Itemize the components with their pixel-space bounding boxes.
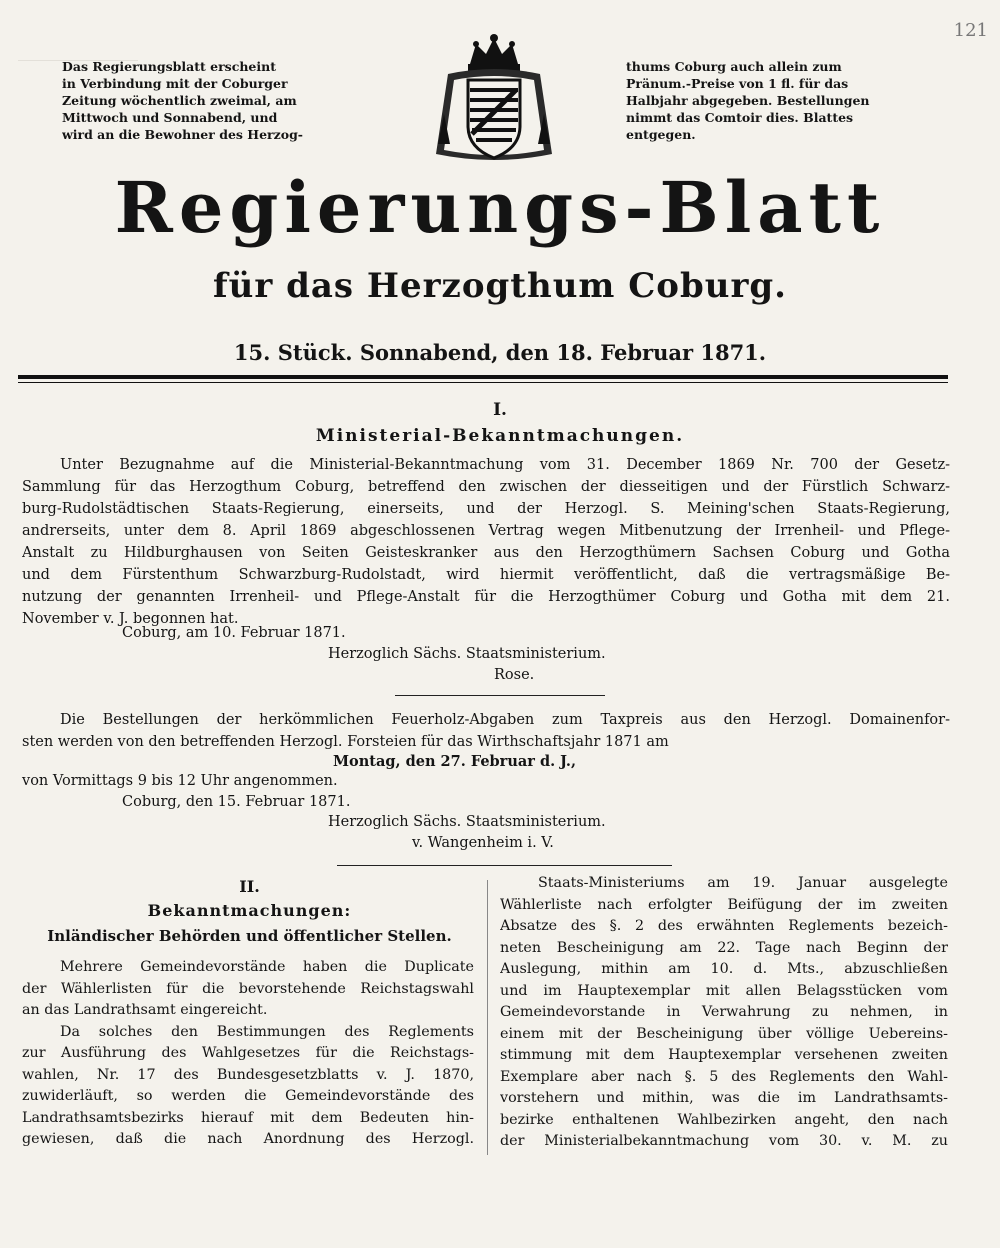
page-number: 121: [953, 20, 988, 41]
signature: v. Wangenheim i. V.: [412, 835, 554, 851]
text-line: Landrathsamtsbezirks hierauf mit dem Bedeuten hin-: [22, 1109, 474, 1126]
note-line: nimmt das Comtoir dies. Blattes: [626, 110, 854, 125]
section-heading: Bekanntmachungen:: [147, 901, 352, 920]
masthead-rule: [18, 375, 948, 379]
masthead-right-note: [626, 58, 894, 143]
text-line: stimmung mit dem Hauptexemplar versehenen zweiten: [500, 1047, 948, 1063]
note-line: Das Regierungsblatt erscheint: [62, 59, 276, 74]
text-line: Anstalt zu Hildburghausen von Seiten Geisteskranker aus den Herzogthümern Sachsen Coburg und Gotha: [22, 545, 950, 561]
text-line: und im Hauptexemplar mit allen Belagsstücken vom: [500, 982, 948, 999]
text-line: Exemplare aber nach §. 5 des Reglements den Wahl-: [500, 1068, 948, 1085]
text-line: der Ministerialbekanntmachung vom 30. v. M. zu: [500, 1133, 948, 1149]
newspaper-title: Regierungs-Blatt: [114, 166, 886, 249]
text-line: zuwiderläuft, so werden die Gemeindevorstände des: [22, 1088, 474, 1104]
text-line: vorstehern und mithin, was die im Landrathsamts-: [500, 1090, 948, 1106]
date-line: Montag, den 27. Februar d. J.,: [333, 753, 577, 770]
section-number: I.: [493, 400, 507, 420]
note-line: wird an die Bewohner des Herzog-: [62, 127, 303, 142]
text-line: burg-Rudolstädtischen Staats-Regierung, einerseits, und der Herzogl. S. Meining'schen Staats-Regierung,: [22, 501, 950, 517]
text-line: Sammlung für das Herzogthum Coburg, betreffend den zwischen der diesseitigen und der Fürstlich Schwarz-: [22, 479, 950, 495]
column-divider: [487, 880, 488, 1155]
note-line: thums Coburg auch allein zum: [626, 59, 842, 74]
section-divider: [337, 865, 672, 866]
text-line: und dem Fürstenthum Schwarzburg-Rudolstadt, wird hiermit veröffentlicht, daß die vertragsmäßige Be-: [22, 567, 950, 583]
note-line: in Verbindung mit der Coburger: [62, 76, 288, 91]
authority-line: Herzoglich Sächs. Staatsministerium.: [328, 646, 606, 662]
right-column: [500, 873, 948, 1153]
text-line: einem mit der Bescheinigung über völlige Uebereins-: [500, 1025, 948, 1042]
newspaper-subtitle: für das Herzogthum Coburg.: [212, 266, 788, 306]
note-line: Zeitung wöchentlich zweimal, am: [62, 93, 297, 108]
text-line: wahlen, Nr. 17 des Bundesgesetzblatts v. J. 1870,: [22, 1066, 474, 1083]
text-line: sten werden von den betreffenden Herzogl. Forsteien für das Wirthschaftsjahr 1871 am: [22, 734, 669, 750]
text-line: nutzung der genannten Irrenheil- und Pflege-Anstalt für die Herzogthümer Coburg und Gotha mit dem 21.: [22, 589, 950, 605]
issue-line: 15. Stück. Sonnabend, den 18. Februar 1871.: [233, 340, 767, 365]
text-line: bezirke enthaltenen Wahlbezirken angeht, den nach: [500, 1111, 948, 1128]
text-line: Die Bestellungen der herkömmlichen Feuerholz-Abgaben zum Taxpreis aus den Herzogl. Domainenfor-: [60, 712, 950, 728]
place-date: Coburg, am 10. Februar 1871.: [122, 625, 346, 641]
text-line: Wählerliste nach erfolgter Beifügung der im zweiten: [500, 896, 948, 913]
left-column: [22, 957, 474, 1151]
text-line: Mehrere Gemeindevorstände haben die Duplicate: [60, 959, 474, 975]
text-line: andrerseits, unter dem 8. April 1869 abgeschlossenen Vertrag wegen Mitbenutzung der Irrenheil- und Pflege-: [22, 523, 950, 539]
text-line: gewiesen, daß die nach Anordnung des Herzogl.: [22, 1131, 474, 1147]
text-line: Gemeindevorstande in Verwahrung zu nehmen, in: [500, 1004, 948, 1020]
text-line: zur Ausführung des Wahlgesetzes für die Reichstags-: [22, 1045, 474, 1061]
note-line: Halbjahr abgegeben. Bestellungen: [626, 93, 870, 108]
section-number: II.: [239, 877, 260, 896]
text-line: Absatze des §. 2 des erwähnten Reglements bezeich-: [500, 918, 948, 934]
authority-line: Herzoglich Sächs. Staatsministerium.: [328, 814, 606, 830]
note-line: Pränum.-Preise von 1 fl. für das: [626, 76, 849, 91]
text-line: Auslegung, mithin am 10. d. Mts., abzuschließen: [500, 961, 948, 977]
text-line: an das Landrathsamt eingereicht.: [22, 1002, 268, 1018]
time-line: von Vormittags 9 bis 12 Uhr angenommen.: [22, 773, 338, 789]
note-line: Mittwoch und Sonnabend, und: [62, 110, 278, 125]
notice-divider: [395, 695, 605, 696]
text-line: Da solches den Bestimmungen des Reglements: [60, 1023, 474, 1040]
place-date: Coburg, den 15. Februar 1871.: [122, 794, 351, 810]
masthead-rule-thin: [18, 382, 948, 383]
text-line: November v. J. begonnen hat.: [22, 611, 239, 627]
section-heading: Ministerial-Bekanntmachungen.: [315, 426, 685, 446]
masthead-left-note: [62, 58, 334, 143]
signature: Rose.: [494, 667, 535, 683]
text-line: neten Bescheinigung am 22. Tage nach Beginn der: [500, 939, 948, 956]
coat-of-arms-icon: [428, 34, 560, 170]
text-line: Staats-Ministeriums am 19. Januar ausgelegte: [538, 875, 948, 891]
text-line: Unter Bezugnahme auf die Ministerial-Bekanntmachung vom 31. December 1869 Nr. 700 der Gesetz-: [60, 457, 950, 473]
note-line: entgegen.: [626, 127, 696, 142]
text-line: der Wählerlisten für die bevorstehende Reichstagswahl: [22, 980, 474, 997]
section-subheading: Inländischer Behörden und öffentlicher Stellen.: [47, 927, 452, 945]
